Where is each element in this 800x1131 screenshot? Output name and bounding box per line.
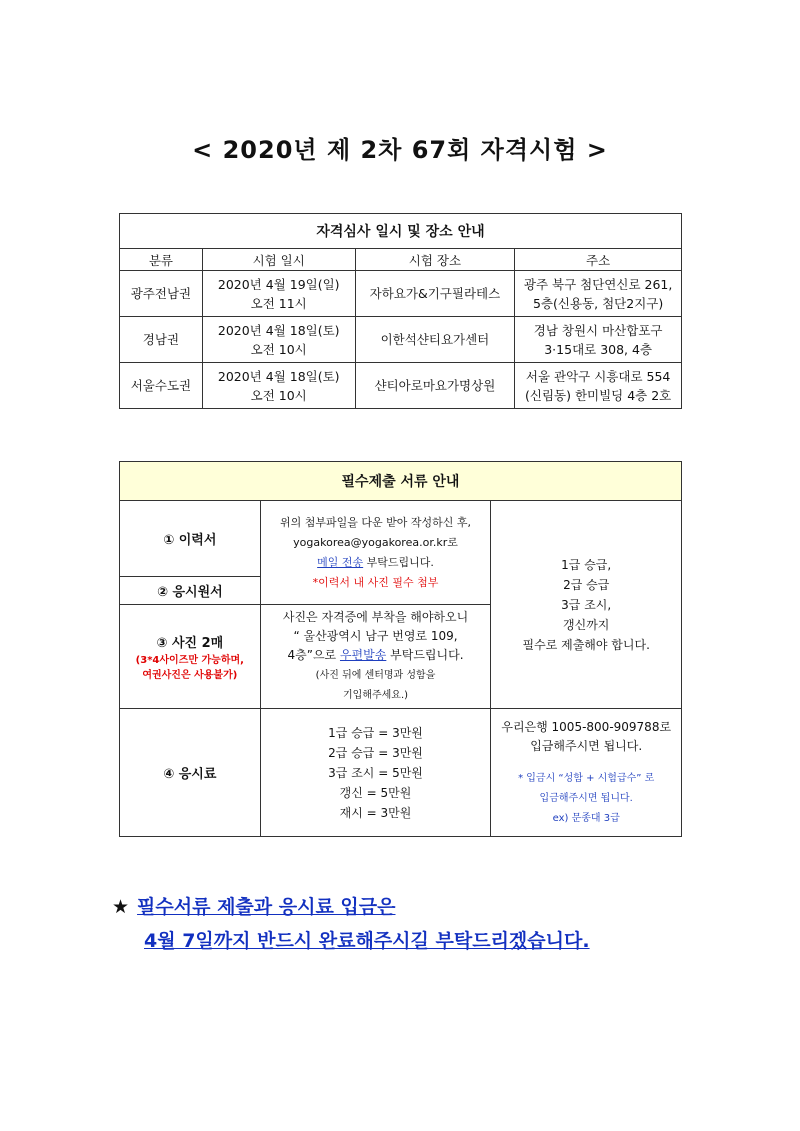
- documents-table: [119, 461, 682, 837]
- date-cell: 2020년 4월 18일(토) 오전 10시: [202, 363, 355, 409]
- col-header-address: 주소: [515, 249, 682, 271]
- photo-instructions: 사진은 자격증에 부착을 해야하오니 “ 울산광역시 남구 번영로 109, 4층”으로 우편발송 부탁드립니다. (사진 뒤에 센터명과 성함을 기입해주세요.): [260, 605, 491, 709]
- bank-info: 우리은행 1005-800-909788로 입금해주시면 됩니다. * 입금시 “성함 + 시험급수” 로 입금해주시면 됩니다. ex) 문종대 3급: [491, 709, 682, 837]
- item-photo: ③ 사진 2매 (3*4사이즈만 가능하며, 여권사진은 사용불가): [120, 605, 261, 709]
- fee-list: 1급 승급 = 3만원 2급 승급 = 3만원 3급 조시 = 5만원 갱신 = 5만원 재시 = 3만원: [260, 709, 491, 837]
- region-cell: 광주전남권: [120, 271, 203, 317]
- address-cell: 경남 창원시 마산합포구 3·15대로 308, 4층: [515, 317, 682, 363]
- region-cell: 서울수도권: [120, 363, 203, 409]
- item-fee: ④ 응시료: [120, 709, 261, 837]
- region-cell: 경남권: [120, 317, 203, 363]
- resume-instructions: 위의 첨부파일을 다운 받아 작성하신 후, yogakorea@yogakorea.or.kr로 메일 전송 부탁드립니다. *이력서 내 사진 필수 첨부: [260, 501, 491, 605]
- required-levels: 1급 승급, 2급 승급 3급 조시, 갱신까지 필수로 제출해야 합니다.: [491, 501, 682, 709]
- notice-line-2: 4월 7일까지 반드시 완료해주시길 부탁드리겠습니다.: [144, 930, 590, 952]
- table-row: [120, 271, 682, 317]
- post-send-link[interactable]: 우편발송: [339, 648, 387, 662]
- schedule-heading: 자격심사 일시 및 장소 안내: [120, 214, 682, 249]
- photo-warning: *이력서 내 사진 필수 첨부: [312, 575, 439, 589]
- date-cell: 2020년 4월 18일(토) 오전 10시: [202, 317, 355, 363]
- address-cell: 광주 북구 첨단연신로 261, 5층(신용동, 첨단2지구): [515, 271, 682, 317]
- address-cell: 서울 관악구 시흥대로 554 (신림동) 한미빌딩 4층 2호: [515, 363, 682, 409]
- notice-line-1: 필수서류 제출과 응시료 입금은: [137, 896, 396, 918]
- col-header-date: 시험 일시: [202, 249, 355, 271]
- date-cell: 2020년 4월 19일(일) 오전 11시: [202, 271, 355, 317]
- table-row: [120, 363, 682, 409]
- deadline-notice: [112, 890, 590, 958]
- place-cell: 자하요가&기구필라테스: [355, 271, 515, 317]
- table-row: [120, 317, 682, 363]
- item-application: ② 응시원서: [120, 577, 261, 605]
- star-icon: ★: [112, 896, 130, 918]
- page-title: < 2020년 제 2차 67회 자격시험 >: [192, 136, 608, 164]
- email-send-link[interactable]: 메일 전송: [317, 555, 364, 569]
- item-resume: ① 이력서: [120, 501, 261, 577]
- place-cell: 이한석샨티요가센터: [355, 317, 515, 363]
- place-cell: 샨티아로마요가명상원: [355, 363, 515, 409]
- col-header-place: 시험 장소: [355, 249, 515, 271]
- col-header-category: 분류: [120, 249, 203, 271]
- schedule-table: [119, 213, 682, 409]
- documents-heading: 필수제출 서류 안내: [120, 462, 682, 501]
